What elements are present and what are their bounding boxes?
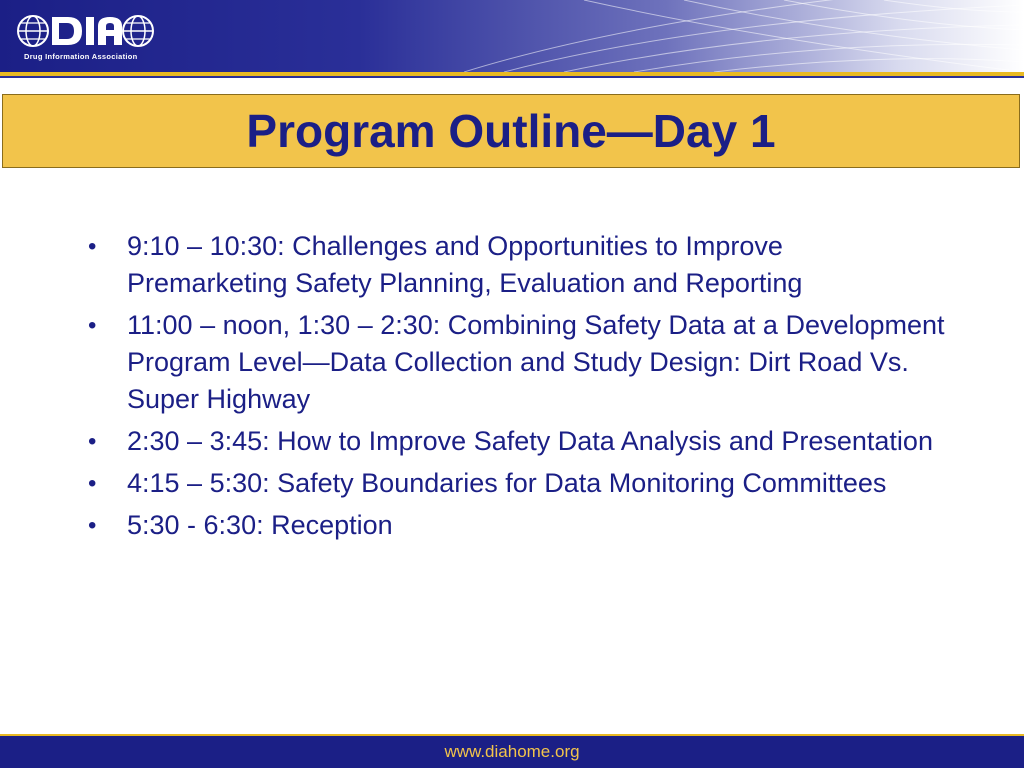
header-band <box>0 0 1024 72</box>
bullet-text: 2:30 – 3:45: How to Improve Safety Data Analysis and Presentation <box>127 426 933 456</box>
bullet-item <box>88 423 948 460</box>
dia-globe-logo-icon <box>16 12 156 50</box>
bullet-list <box>88 228 948 549</box>
bullet-dot-icon: • <box>88 312 97 339</box>
bullet-item <box>88 228 948 302</box>
bullet-text: 5:30 - 6:30: Reception <box>127 510 393 540</box>
logo-subtitle: Drug Information Association <box>24 52 138 61</box>
slide-title: Program Outline—Day 1 <box>246 105 776 157</box>
footer-band <box>0 736 1024 768</box>
header-blue-line <box>0 76 1024 78</box>
bullet-text: 11:00 – noon, 1:30 – 2:30: Combining Safety Data at a Development Program Level—Data Collection and Study Design: Dirt Road Vs. Super Highway <box>127 310 945 414</box>
bullet-text: 9:10 – 10:30: Challenges and Opportunities to Improve Premarketing Safety Planning, Evaluation and Reporting <box>127 231 803 298</box>
dia-logo <box>16 12 156 64</box>
bullet-dot-icon: • <box>88 428 97 455</box>
bullet-dot-icon: • <box>88 512 97 539</box>
bullet-item <box>88 507 948 544</box>
bullet-item <box>88 465 948 502</box>
bullet-dot-icon: • <box>88 470 97 497</box>
bullet-dot-icon: • <box>88 233 97 260</box>
bullet-item <box>88 307 948 418</box>
bullet-text: 4:15 – 5:30: Safety Boundaries for Data Monitoring Committees <box>127 468 887 498</box>
title-box <box>2 94 1020 168</box>
header-decorative-lines <box>464 0 1024 72</box>
footer-url-link[interactable]: www.diahome.org <box>444 742 580 761</box>
